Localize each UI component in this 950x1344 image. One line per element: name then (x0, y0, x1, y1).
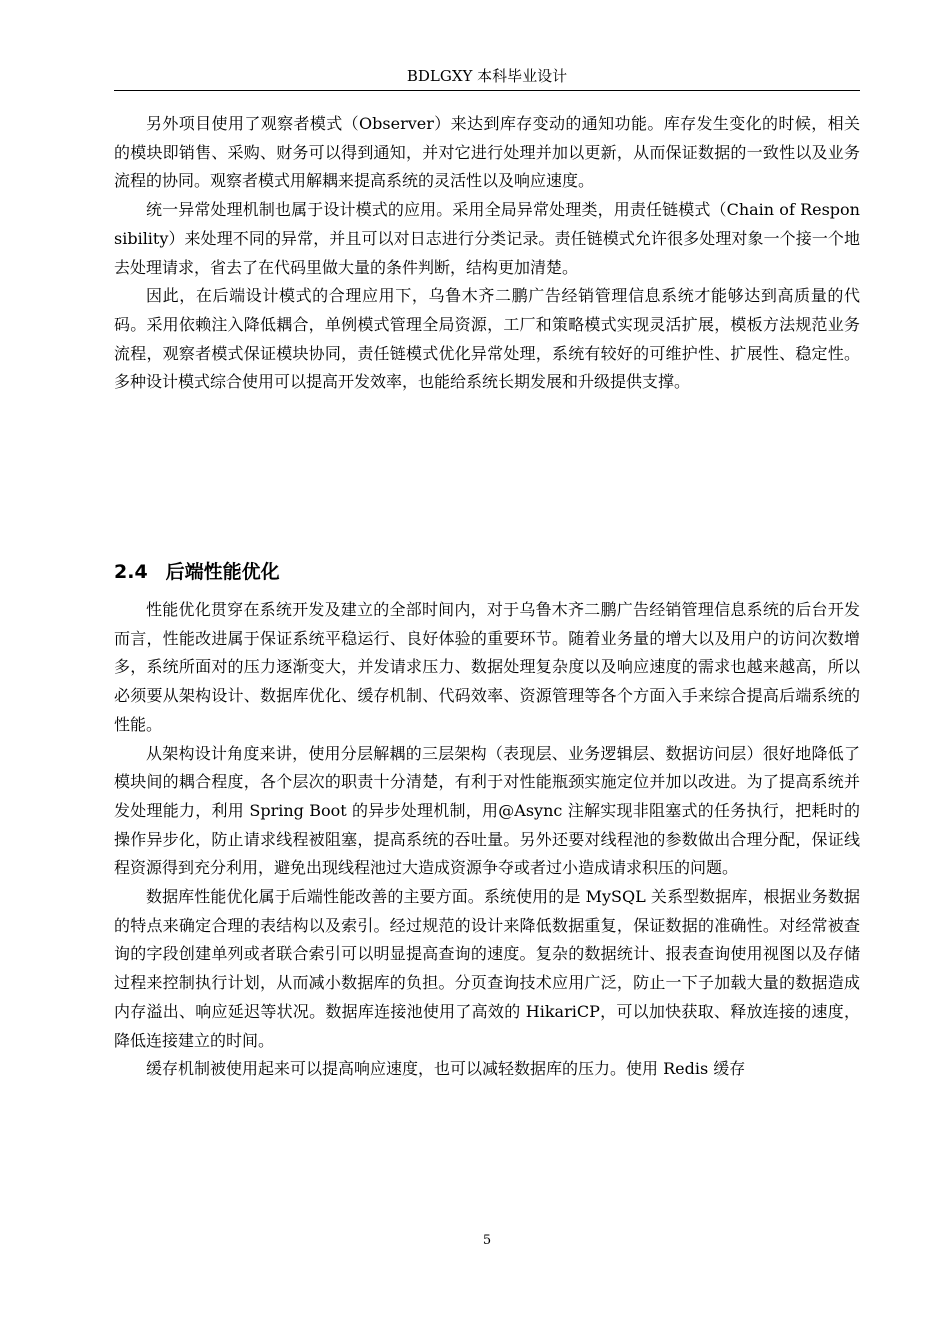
body-text-before-section (114, 110, 860, 397)
section-heading (114, 558, 860, 586)
paragraph-caching: 缓存机制被使用起来可以提高响应速度，也可以减轻数据库的压力。使用 Redis 缓存 (146, 1059, 746, 1079)
paragraph-database-optimization: 数据库性能优化属于后端性能改善的主要方面。系统使用的是 MySQL 关系型数据库，根据业务数据的特点来确定合理的表结构以及索引。经过规范的设计来降低数据重复，保证数据的准确性。对经常被查询的字段创建单列或者联合索引可以明显提高查询的速度。复杂的数据统计、报表查询使用视图以及存储过程来控制执行计划，从而减小数据库的负担。分页查询技术应用广泛，防止一下子加载大量的数据造成内存溢出、响应延迟等状况。数据库连接池使用了高效的 HikariCP，可以加快获取、释放连接的速度，降低连接建立的时间。 (114, 887, 860, 1050)
paragraph-exception-handling: 统一异常处理机制也属于设计模式的应用。采用全局异常处理类，用责任链模式（Chain of Responsibility）来处理不同的异常，并且可以对日志进行分类记录。责任链模式允许很多处理对象一个接一个地去处理请求，省去了在代码里做大量的条件判断，结构更加清楚。 (114, 200, 860, 277)
page-number: 5 (482, 1233, 492, 1248)
paragraph-design-pattern-summary: 因此，在后端设计模式的合理应用下，乌鲁木齐二鹏广告经销管理信息系统才能够达到高质量的代码。采用依赖注入降低耦合，单例模式管理全局资源，工厂和策略模式实现灵活扩展，模板方法规范业务流程，观察者模式保证模块协同，责任链模式优化异常处理，系统有较好的可维护性、扩展性、稳定性。多种设计模式综合使用可以提高开发效率，也能给系统长期发展和升级提供支撑。 (114, 286, 860, 392)
paragraph-performance-intro: 性能优化贯穿在系统开发及建立的全部时间内，对于乌鲁木齐二鹏广告经销管理信息系统的后台开发而言，性能改进属于保证系统平稳运行、良好体验的重要环节。随着业务量的增大以及用户的访问次数增多，系统所面对的压力逐渐变大，并发请求压力、数据处理复杂度以及响应速度的需求也越来越高，所以必须要从架构设计、数据库优化、缓存机制、代码效率、资源管理等各个方面入手来综合提高后端系统的性能。 (114, 600, 860, 734)
body-text-after-section (114, 596, 860, 1084)
paragraph-architecture: 从架构设计角度来讲，使用分层解耦的三层架构（表现层、业务逻辑层、数据访问层）很好地降低了模块间的耦合程度，各个层次的职责十分清楚，有利于对性能瓶颈实施定位并加以改进。为了提高系统并发处理能力，利用 Spring Boot 的异步处理机制，用@Async 注解实现非阻塞式的任务执行，把耗时的操作异步化，防止请求线程被阻塞，提高系统的吞吐量。另外还要对线程池的参数做出合理分配，保证线程资源得到充分利用，避免出现线程池过大造成资源争夺或者过小造成请求积压的问题。 (114, 743, 860, 878)
header-divider (114, 90, 860, 91)
section-title: 后端性能优化 (165, 561, 280, 583)
paragraph-observer-pattern: 另外项目使用了观察者模式（Observer）来达到库存变动的通知功能。库存发生变化的时候，相关的模块即销售、采购、财务可以得到通知，并对它进行处理并加以更新，从而保证数据的一致性以及业务流程的协同。观察者模式用解耦来提高系统的灵活性以及响应速度。 (114, 114, 860, 191)
section-number: 2.4 (114, 561, 148, 583)
page-header: BDLGXY 本科毕业设计 (406, 67, 568, 85)
